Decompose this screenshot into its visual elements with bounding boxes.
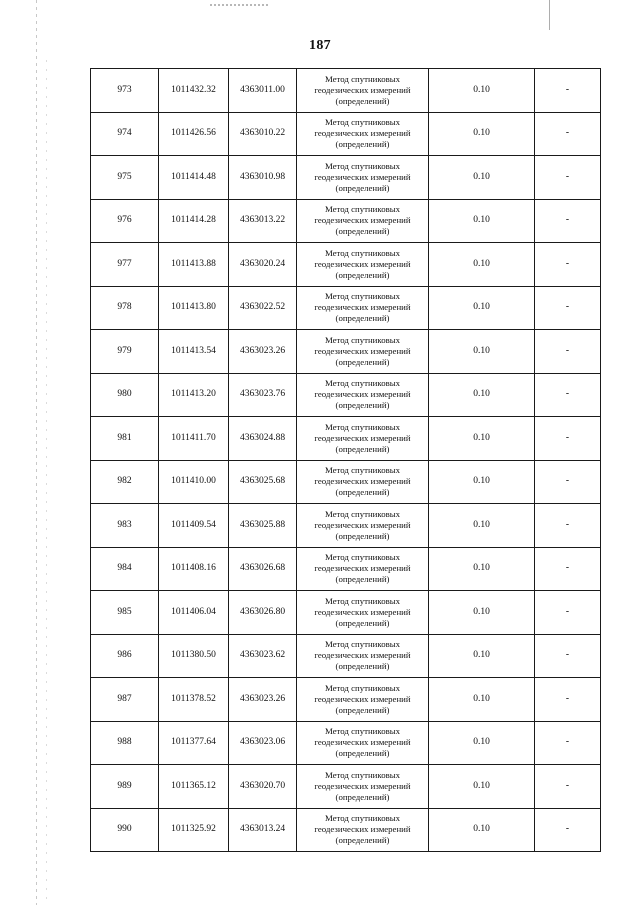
method-line: (определений) bbox=[335, 791, 390, 802]
note-cell: - bbox=[535, 808, 601, 852]
method-line: (определений) bbox=[335, 661, 390, 672]
accuracy-cell: 0.10 bbox=[429, 634, 535, 678]
method-line: (определений) bbox=[335, 356, 390, 367]
method-line: (определений) bbox=[335, 574, 390, 585]
table-row bbox=[91, 156, 601, 200]
y-coordinate-cell: 4363010.98 bbox=[229, 156, 297, 200]
note-cell: - bbox=[535, 417, 601, 461]
table-row bbox=[91, 69, 601, 113]
point-number-cell: 973 bbox=[91, 69, 159, 113]
method-line: Метод спутниковых bbox=[324, 247, 401, 258]
method-cell bbox=[297, 156, 429, 200]
y-coordinate-cell: 4363011.00 bbox=[229, 69, 297, 113]
method-line: Метод спутниковых bbox=[324, 595, 401, 606]
accuracy-cell: 0.10 bbox=[429, 460, 535, 504]
method-cell bbox=[297, 765, 429, 809]
point-number-cell: 987 bbox=[91, 678, 159, 722]
method-cell bbox=[297, 69, 429, 113]
table-row bbox=[91, 199, 601, 243]
accuracy-cell: 0.10 bbox=[429, 547, 535, 591]
y-coordinate-cell: 4363026.68 bbox=[229, 547, 297, 591]
method-line: (определений) bbox=[335, 487, 390, 498]
x-coordinate-cell: 1011414.48 bbox=[159, 156, 229, 200]
method-line: геодезических измерений bbox=[314, 824, 411, 835]
method-line: геодезических измерений bbox=[314, 606, 411, 617]
x-coordinate-cell: 1011380.50 bbox=[159, 634, 229, 678]
table-row bbox=[91, 460, 601, 504]
method-cell bbox=[297, 547, 429, 591]
method-cell bbox=[297, 112, 429, 156]
point-number-cell: 985 bbox=[91, 591, 159, 635]
method-line: геодезических измерений bbox=[314, 84, 411, 95]
point-number-cell: 990 bbox=[91, 808, 159, 852]
method-line: Метод спутниковых bbox=[324, 334, 401, 345]
table-row bbox=[91, 286, 601, 330]
point-number-cell: 978 bbox=[91, 286, 159, 330]
accuracy-cell: 0.10 bbox=[429, 69, 535, 113]
method-cell bbox=[297, 460, 429, 504]
method-cell bbox=[297, 504, 429, 548]
accuracy-cell: 0.10 bbox=[429, 504, 535, 548]
note-cell: - bbox=[535, 286, 601, 330]
accuracy-cell: 0.10 bbox=[429, 678, 535, 722]
method-line: геодезических измерений bbox=[314, 215, 411, 226]
method-line: Метод спутниковых bbox=[324, 639, 401, 650]
method-line: Метод спутниковых bbox=[324, 769, 401, 780]
accuracy-cell: 0.10 bbox=[429, 417, 535, 461]
x-coordinate-cell: 1011325.92 bbox=[159, 808, 229, 852]
x-coordinate-cell: 1011377.64 bbox=[159, 721, 229, 765]
method-line: Метод спутниковых bbox=[324, 378, 401, 389]
method-line: (определений) bbox=[335, 182, 390, 193]
method-line: (определений) bbox=[335, 704, 390, 715]
note-cell: - bbox=[535, 243, 601, 287]
note-cell: - bbox=[535, 591, 601, 635]
note-cell: - bbox=[535, 678, 601, 722]
y-coordinate-cell: 4363022.52 bbox=[229, 286, 297, 330]
x-coordinate-cell: 1011432.32 bbox=[159, 69, 229, 113]
x-coordinate-cell: 1011410.00 bbox=[159, 460, 229, 504]
method-cell bbox=[297, 286, 429, 330]
method-line: Метод спутниковых bbox=[324, 465, 401, 476]
method-line: Метод спутниковых bbox=[324, 160, 401, 171]
accuracy-cell: 0.10 bbox=[429, 112, 535, 156]
method-cell bbox=[297, 330, 429, 374]
method-line: геодезических измерений bbox=[314, 563, 411, 574]
method-line: Метод спутниковых bbox=[324, 117, 401, 128]
method-line: (определений) bbox=[335, 313, 390, 324]
y-coordinate-cell: 4363023.26 bbox=[229, 678, 297, 722]
accuracy-cell: 0.10 bbox=[429, 199, 535, 243]
table-row bbox=[91, 678, 601, 722]
method-line: геодезических измерений bbox=[314, 302, 411, 313]
x-coordinate-cell: 1011426.56 bbox=[159, 112, 229, 156]
note-cell: - bbox=[535, 504, 601, 548]
table-row bbox=[91, 112, 601, 156]
scan-artifact-left bbox=[36, 0, 37, 905]
method-line: геодезических измерений bbox=[314, 737, 411, 748]
x-coordinate-cell: 1011413.20 bbox=[159, 373, 229, 417]
y-coordinate-cell: 4363026.80 bbox=[229, 591, 297, 635]
point-number-cell: 974 bbox=[91, 112, 159, 156]
method-line: Метод спутниковых bbox=[324, 291, 401, 302]
y-coordinate-cell: 4363023.26 bbox=[229, 330, 297, 374]
accuracy-cell: 0.10 bbox=[429, 721, 535, 765]
x-coordinate-cell: 1011413.88 bbox=[159, 243, 229, 287]
point-number-cell: 989 bbox=[91, 765, 159, 809]
y-coordinate-cell: 4363025.88 bbox=[229, 504, 297, 548]
note-cell: - bbox=[535, 373, 601, 417]
y-coordinate-cell: 4363023.62 bbox=[229, 634, 297, 678]
coordinates-table-body bbox=[91, 69, 601, 852]
method-line: (определений) bbox=[335, 748, 390, 759]
x-coordinate-cell: 1011409.54 bbox=[159, 504, 229, 548]
note-cell: - bbox=[535, 460, 601, 504]
method-line: геодезических измерений bbox=[314, 476, 411, 487]
coordinates-table bbox=[90, 68, 601, 852]
point-number-cell: 982 bbox=[91, 460, 159, 504]
method-line: геодезических измерений bbox=[314, 128, 411, 139]
method-line: геодезических измерений bbox=[314, 780, 411, 791]
method-line: (определений) bbox=[335, 95, 390, 106]
point-number-cell: 983 bbox=[91, 504, 159, 548]
method-line: (определений) bbox=[335, 617, 390, 628]
point-number-cell: 980 bbox=[91, 373, 159, 417]
method-line: геодезических измерений bbox=[314, 519, 411, 530]
method-line: Метод спутниковых bbox=[324, 73, 401, 84]
y-coordinate-cell: 4363023.76 bbox=[229, 373, 297, 417]
y-coordinate-cell: 4363020.24 bbox=[229, 243, 297, 287]
method-line: Метод спутниковых bbox=[324, 726, 401, 737]
method-cell bbox=[297, 417, 429, 461]
y-coordinate-cell: 4363025.68 bbox=[229, 460, 297, 504]
page-number: 187 bbox=[309, 38, 331, 53]
method-line: Метод спутниковых bbox=[324, 682, 401, 693]
method-line: Метод спутниковых bbox=[324, 204, 401, 215]
accuracy-cell: 0.10 bbox=[429, 591, 535, 635]
point-number-cell: 984 bbox=[91, 547, 159, 591]
method-line: (определений) bbox=[335, 443, 390, 454]
x-coordinate-cell: 1011408.16 bbox=[159, 547, 229, 591]
note-cell: - bbox=[535, 330, 601, 374]
y-coordinate-cell: 4363013.24 bbox=[229, 808, 297, 852]
scan-artifact-top bbox=[210, 4, 270, 6]
note-cell: - bbox=[535, 721, 601, 765]
x-coordinate-cell: 1011378.52 bbox=[159, 678, 229, 722]
scan-artifact-right bbox=[549, 0, 550, 30]
point-number-cell: 988 bbox=[91, 721, 159, 765]
y-coordinate-cell: 4363020.70 bbox=[229, 765, 297, 809]
x-coordinate-cell: 1011411.70 bbox=[159, 417, 229, 461]
method-line: геодезических измерений bbox=[314, 389, 411, 400]
point-number-cell: 976 bbox=[91, 199, 159, 243]
method-cell bbox=[297, 808, 429, 852]
note-cell: - bbox=[535, 634, 601, 678]
method-line: геодезических измерений bbox=[314, 258, 411, 269]
method-line: Метод спутниковых bbox=[324, 552, 401, 563]
method-line: геодезических измерений bbox=[314, 345, 411, 356]
table-row bbox=[91, 721, 601, 765]
method-line: геодезических измерений bbox=[314, 171, 411, 182]
x-coordinate-cell: 1011365.12 bbox=[159, 765, 229, 809]
point-number-cell: 975 bbox=[91, 156, 159, 200]
accuracy-cell: 0.10 bbox=[429, 808, 535, 852]
x-coordinate-cell: 1011414.28 bbox=[159, 199, 229, 243]
method-cell bbox=[297, 373, 429, 417]
method-line: геодезических измерений bbox=[314, 650, 411, 661]
method-line: (определений) bbox=[335, 835, 390, 846]
method-line: (определений) bbox=[335, 530, 390, 541]
note-cell: - bbox=[535, 765, 601, 809]
accuracy-cell: 0.10 bbox=[429, 330, 535, 374]
table-row bbox=[91, 591, 601, 635]
method-line: Метод спутниковых bbox=[324, 421, 401, 432]
method-line: Метод спутниковых bbox=[324, 813, 401, 824]
x-coordinate-cell: 1011413.54 bbox=[159, 330, 229, 374]
y-coordinate-cell: 4363024.88 bbox=[229, 417, 297, 461]
note-cell: - bbox=[535, 199, 601, 243]
accuracy-cell: 0.10 bbox=[429, 373, 535, 417]
table-row bbox=[91, 808, 601, 852]
table-row bbox=[91, 634, 601, 678]
note-cell: - bbox=[535, 112, 601, 156]
point-number-cell: 977 bbox=[91, 243, 159, 287]
note-cell: - bbox=[535, 547, 601, 591]
method-cell bbox=[297, 721, 429, 765]
accuracy-cell: 0.10 bbox=[429, 243, 535, 287]
method-line: геодезических измерений bbox=[314, 693, 411, 704]
method-cell bbox=[297, 199, 429, 243]
table-row bbox=[91, 765, 601, 809]
table-row bbox=[91, 373, 601, 417]
x-coordinate-cell: 1011413.80 bbox=[159, 286, 229, 330]
method-line: (определений) bbox=[335, 400, 390, 411]
table-row bbox=[91, 330, 601, 374]
accuracy-cell: 0.10 bbox=[429, 286, 535, 330]
method-cell bbox=[297, 678, 429, 722]
method-cell bbox=[297, 591, 429, 635]
method-line: (определений) bbox=[335, 139, 390, 150]
table-row bbox=[91, 417, 601, 461]
method-line: геодезических измерений bbox=[314, 432, 411, 443]
x-coordinate-cell: 1011406.04 bbox=[159, 591, 229, 635]
method-cell bbox=[297, 243, 429, 287]
point-number-cell: 981 bbox=[91, 417, 159, 461]
y-coordinate-cell: 4363013.22 bbox=[229, 199, 297, 243]
table-row bbox=[91, 243, 601, 287]
note-cell: - bbox=[535, 156, 601, 200]
method-line: (определений) bbox=[335, 226, 390, 237]
table-row bbox=[91, 504, 601, 548]
method-line: (определений) bbox=[335, 269, 390, 280]
point-number-cell: 986 bbox=[91, 634, 159, 678]
table-row bbox=[91, 547, 601, 591]
note-cell: - bbox=[535, 69, 601, 113]
accuracy-cell: 0.10 bbox=[429, 156, 535, 200]
accuracy-cell: 0.10 bbox=[429, 765, 535, 809]
method-cell bbox=[297, 634, 429, 678]
point-number-cell: 979 bbox=[91, 330, 159, 374]
method-line: Метод спутниковых bbox=[324, 508, 401, 519]
y-coordinate-cell: 4363010.22 bbox=[229, 112, 297, 156]
scan-artifact-left-2 bbox=[46, 60, 47, 900]
y-coordinate-cell: 4363023.06 bbox=[229, 721, 297, 765]
